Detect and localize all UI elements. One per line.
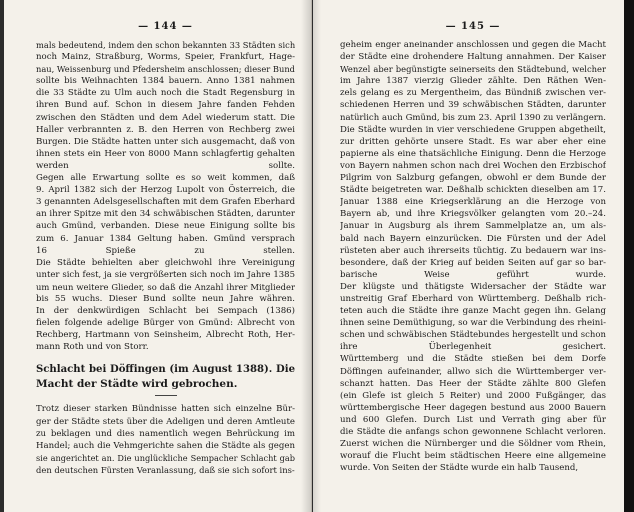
text-line: schen und schwäbischen Städtebundes hergestellt und schon — [340, 330, 606, 341]
text-line: ihre Überlegenheit gesichert. — [340, 342, 606, 353]
text-line: natürlich auch Gmünd, bis zum 23. April 1390 zu verlängern. — [340, 112, 606, 123]
text-line: Schlacht bei Döffingen (im August 1388). Die — [36, 364, 295, 376]
text-line: rüsteten aber auch ihrerseits tüchtig. Zu bedauern war ins- — [340, 245, 606, 256]
text-line: um neun weitere Glieder, so daß die Anzahl ihrer Mitglieder — [36, 281, 295, 292]
text-line: Pilgrim von Salzburg gefangen, obwohl er dem Bunde der — [340, 173, 606, 184]
text-line: Döffingen aufeinander, allwo sich die Württemberger ver- — [340, 366, 606, 377]
text-line: bis 55 wuchs. Dieser Bund sollte neun Jahre währen. — [36, 293, 295, 304]
text-line: ihnen seine Demüthigung, so war die Verbindung des rheini- — [340, 318, 606, 329]
text-line: Gegen alle Erwartung sollte es so weit kommen, daß — [36, 173, 295, 184]
text-line: sollte bis Weihnachten 1384 bauern. Anno 1381 nahmen — [36, 76, 295, 87]
text-line: schiedenen Herren und 39 schwäbischen Städten, darunter — [340, 100, 606, 111]
text-line: ihren Bund auf. Schon in diesem Jahre fanden Fehden — [36, 100, 295, 111]
text-line: Württemberg und die Städte stießen bei dem Dorfe — [340, 354, 606, 365]
text-line: Trotz dieser starken Bündnisse hatten sich einzelne Bür- — [36, 404, 295, 415]
background-edge — [624, 0, 634, 512]
text-line: zels gelang es zu Mergentheim, das Bündniß zwischen ver- — [340, 88, 606, 99]
text-line: Der klügste und thätigste Widersacher der Städte war — [340, 281, 606, 292]
text-line: Die Städte behielten aber gleichwohl ihre Vereinigung — [36, 257, 295, 268]
heading-rule — [155, 395, 177, 396]
text-line: teten auch die Städte ihre ganze Macht gegen ihn. Gelang — [340, 306, 606, 317]
right-page — [313, 0, 624, 512]
text-line: im Jahre 1387 vierzig Glieder zählte. Den Räthen Wen- — [340, 76, 606, 87]
page-number: — 145 — — [445, 21, 501, 32]
text-line: und 600 Glefen. Durch List und Verrath ging aber für — [340, 414, 606, 425]
text-line: ihnen stets ein Heer von 8000 Mann schlagfertig gehalten — [36, 148, 295, 159]
text-block — [36, 403, 295, 476]
text-line: Januar in Augsburg als ihrem Sammelplatze an, um als- — [340, 221, 606, 232]
text-line: worauf die Flucht beim städtischen Heere eine allgemeine — [340, 451, 606, 462]
text-line: den deutschen Fürsten Veranlassung, daß sie sich sofort ins- — [36, 464, 295, 475]
text-line: Die Städte wurden in vier verschiedene Gruppen abgetheilt, — [340, 124, 606, 135]
text-line: geheim enger aneinander anschlossen und gegen die Macht — [340, 40, 606, 50]
text-line: mals bedeutend, indem den schon bekannten 33 Städten sich — [36, 40, 295, 50]
text-line: schanzt hatten. Das Heer der Städte zählte 800 Glefen — [340, 378, 606, 389]
text-line: barische Weise geführt wurde. — [340, 269, 606, 280]
text-line: zwischen den Städten und dem Adel wiederum statt. Die — [36, 112, 295, 123]
text-line: (ein Glefe ist gleich 5 Reiter) und 2000 Fußgänger, das — [340, 390, 606, 401]
page-number: — 144 — — [138, 21, 193, 32]
text-line: sie angerichtet an. Die unglückliche Sempacher Schlacht gab — [36, 452, 295, 463]
text-line: auch Gmünd, verbanden. Diese neue Einigung sollte bis — [36, 221, 295, 232]
left-page — [4, 0, 312, 512]
text-line: Macht der Städte wird gebrochen. — [36, 378, 238, 391]
text-line: nau, Weissenburg und Pfedersheim anschlossen; dieser Bund — [36, 64, 295, 75]
text-line: ger der Städte stets über die Adeligen und deren Amtleute — [36, 416, 295, 427]
text-line: Städte beigetreten war. Deßhalb schickten dieselben am 17. — [340, 185, 606, 196]
text-line: bald nach Bayern einzurücken. Die Fürsten und der Adel — [340, 233, 606, 244]
text-line: Bayern ab, und ihre Kriegsvölker gelangten vom 20.–24. — [340, 209, 606, 220]
text-line: Zuerst wichen die Nürnberger und die Söldner vom Rhein, — [340, 439, 606, 450]
text-block — [36, 39, 295, 353]
text-line: zum 6. Januar 1384 Geltung haben. Gmünd versprach — [36, 233, 295, 244]
text-line: fielen folgende adelige Bürger von Gmünd: Albrecht von — [36, 318, 295, 329]
text-line: zu beklagen und dies namentlich wegen Behrückung im — [36, 428, 295, 439]
text-line: besondere, daß der Krieg auf beiden Seiten auf gar so bar- — [340, 257, 606, 268]
text-line: Handel; auch die Vehmgerichte sahen die Städte als gegen — [36, 440, 295, 451]
text-block — [340, 39, 606, 474]
text-line: wurde. Von Seiten der Städte wurde ein halb Tausend, — [340, 463, 579, 474]
text-line: unter sich fest, ja sie vergrößerten sich noch im Jahre 1385 — [36, 269, 295, 280]
section-heading — [36, 363, 295, 391]
text-line: die 33 Städte zu Ulm auch noch die Stadt Regensburg in — [36, 88, 295, 99]
text-line: noch Mainz, Straßburg, Worms, Speier, Frankfurt, Hage- — [36, 52, 295, 63]
text-line: 9. April 1382 sich der Herzog Lupolt von Österreich, die — [36, 185, 295, 196]
text-line: an ihrer Spitze mit den 34 schwäbischen Städten, darunter — [36, 209, 295, 220]
text-line: unstreitig Graf Eberhard von Württemberg. Deßhalb rich- — [340, 293, 606, 304]
text-line: 3 genannten Adelsgesellschaften mit dem Grafen Eberhard — [36, 197, 295, 208]
text-line: papierne als eine thatsächliche Einigung. Denn die Herzoge — [340, 148, 606, 159]
text-line: Rechberg, Hartmann von Seinsheim, Albrecht Roth, Her- — [36, 330, 295, 341]
text-line: In der denkwürdigen Schlacht bei Sempach (1386) — [36, 306, 295, 317]
text-line: 16 Spieße zu stellen. — [36, 245, 295, 256]
text-line: der Städte eine drohendere Haltung annahmen. Der Kaiser — [340, 52, 606, 63]
text-line: von Bayern nahmen schon nach drei Wochen den Erzbischof — [340, 160, 606, 171]
text-line: die Städte die anfangs schon gewonnene Schlacht verloren. — [340, 427, 606, 437]
text-line: werden sollte. — [36, 160, 295, 171]
text-line: zur dritten gehörte unsere Stadt. Es war aber eher eine — [340, 136, 606, 147]
text-line: Haller verbrannten z. B. den Herren von Rechberg zwei — [36, 124, 295, 135]
text-line: Burgen. Die Städte hatten unter sich ausgemacht, daß von — [36, 136, 295, 147]
text-line: württembergische Heer dagegen bestund aus 2000 Bauern — [340, 402, 606, 413]
text-line: Wenzel aber begünstigte seinerseits den Städtebund, welcher — [340, 64, 606, 75]
text-line: mann Roth und von Storr. — [36, 342, 149, 353]
text-line: Januar 1388 eine Kriegserklärung an die Herzoge von — [340, 197, 606, 208]
